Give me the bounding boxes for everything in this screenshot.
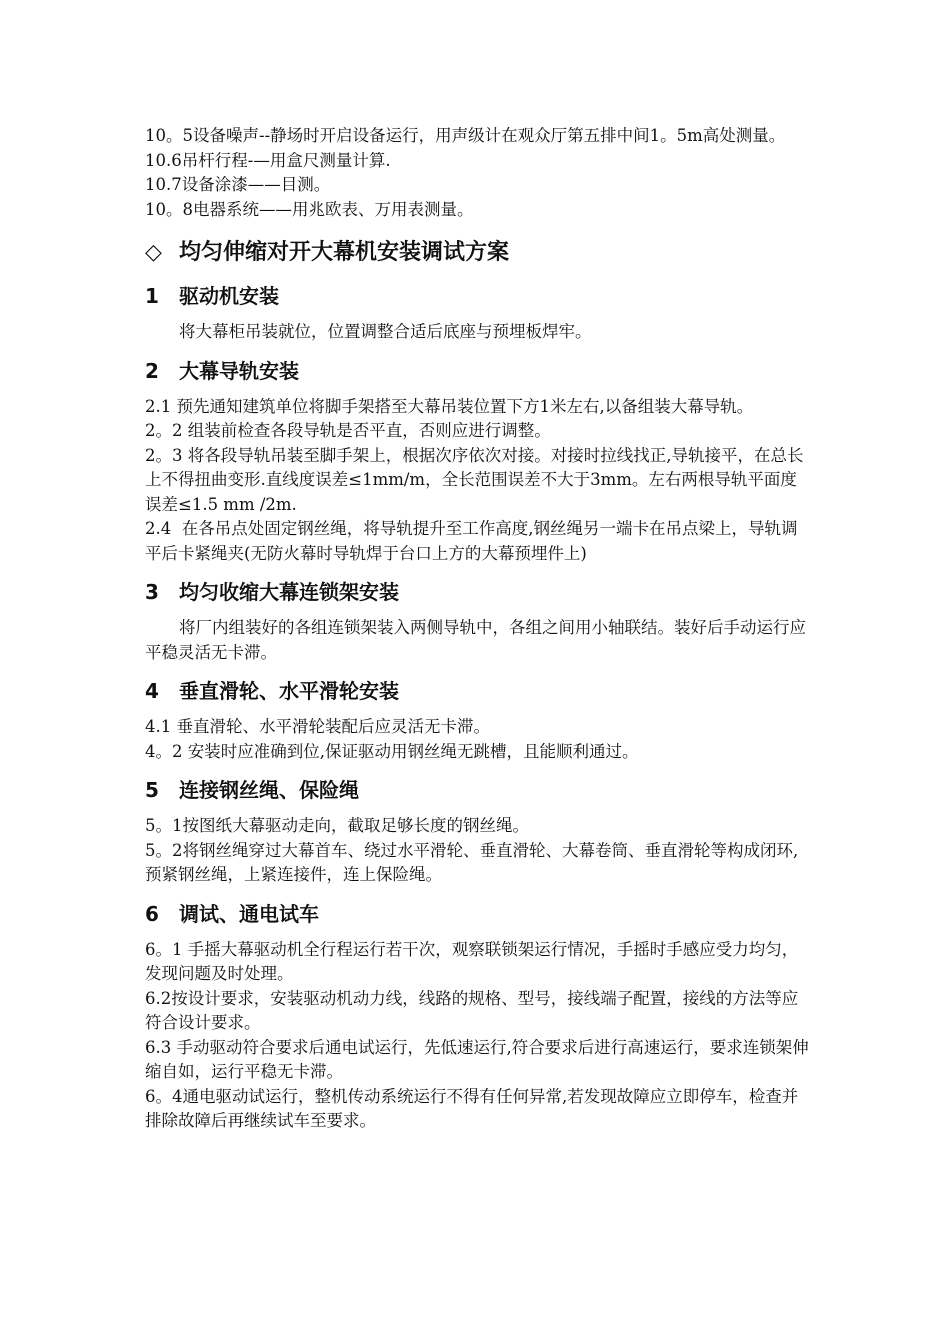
section-heading-text: 驱动机安装 xyxy=(179,284,279,308)
section-heading-2 xyxy=(145,357,810,385)
section-heading-5 xyxy=(145,776,810,804)
paragraph: 将大幕柜吊装就位，位置调整合适后底座与预埋板焊牢。 xyxy=(179,322,592,341)
section-heading-1 xyxy=(145,282,810,310)
section-heading-text: 大幕导轨安装 xyxy=(179,358,299,383)
document-title xyxy=(145,238,810,268)
paragraph: 将厂内组装好的各组连锁架装入两侧导轨中，各组之间用小轴联结。装好后手动运行应平稳灵活无卡滞。 xyxy=(145,618,806,662)
section-heading-3 xyxy=(145,578,810,606)
paragraph: 2。3 将各段导轨吊装至脚手架上，根据次序依次对接。对接时拉线找正,导轨接平，在总长上不得扭曲变形.直线度误差≤1mm/m，全长范围误差不大于3mm。左右两根导轨平面度误差≤1.5 mm /2m. xyxy=(145,445,804,514)
section-number: 3 xyxy=(145,580,159,604)
paragraph: 10。5设备噪声--静场时开启设备运行，用声级计在观众厅第五排中间1。5m高处测量。 xyxy=(145,126,786,145)
paragraph: 5。2将钢丝绳穿过大幕首车、绕过水平滑轮、垂直滑轮、大幕卷筒、垂直滑轮等构成闭环,预紧钢丝绳，上紧连接件，连上保险绳。 xyxy=(145,840,799,884)
paragraph: 10.6吊杆行程-—用盒尺测量计算. xyxy=(145,150,391,170)
paragraph: 10。8电器系统——用兆欧表、万用表测量。 xyxy=(145,199,474,219)
paragraph: 5。1按图纸大幕驱动走向，截取足够长度的钢丝绳。 xyxy=(145,816,529,835)
paragraph: 4.1 垂直滑轮、水平滑轮装配后应灵活无卡滞。 xyxy=(145,717,490,736)
section-heading-6 xyxy=(145,900,810,928)
paragraph: 2.1 预先通知建筑单位将脚手架搭至大幕吊装位置下方1米左右,以备组装大幕导轨。 xyxy=(145,396,754,416)
section-heading-text: 均匀收缩大幕连锁架安装 xyxy=(179,580,399,604)
section-heading-text: 垂直滑轮、水平滑轮安装 xyxy=(179,679,399,703)
paragraph: 6.2按设计要求，安装驱动机动力线，线路的规格、型号，接线端子配置，接线的方法等应符合设计要求。 xyxy=(145,988,799,1032)
paragraph: 4。2 安装时应准确到位,保证驱动用钢丝绳无跳槽，且能顺利通过。 xyxy=(145,741,639,761)
diamond-icon: ◇ xyxy=(145,240,162,265)
paragraph: 2.4 在各吊点处固定钢丝绳，将导轨提升至工作高度,钢丝绳另一端卡在吊点梁上，导轨调平后卡紧绳夹(无防火幕时导轨焊于台口上方的大幕预埋件上) xyxy=(145,519,798,563)
section-number: 5 xyxy=(145,778,159,802)
section-number: 4 xyxy=(145,679,159,703)
section-heading-4 xyxy=(145,677,810,705)
section-number: 6 xyxy=(145,901,159,926)
paragraph: 2。2 组装前检查各段导轨是否平直，否则应进行调整。 xyxy=(145,421,551,440)
paragraph: 10.7设备涂漆——目测。 xyxy=(145,175,331,194)
paragraph: 6.3 手动驱动符合要求后通电试运行，先低速运行,符合要求后进行高速运行，要求连锁架伸缩自如，运行平稳无卡滞。 xyxy=(145,1037,809,1081)
paragraph: 6。1 手摇大幕驱动机全行程运行若干次，观察联锁架运行情况，手摇时手感应受力均匀，发现问题及时处理。 xyxy=(145,939,799,983)
document-body xyxy=(145,124,810,1134)
title-text: 均匀伸缩对开大幕机安装调试方案 xyxy=(179,240,510,265)
section-heading-text: 连接钢丝绳、保险绳 xyxy=(179,778,359,802)
section-heading-text: 调试、通电试车 xyxy=(179,901,319,926)
paragraph: 6。4通电驱动试运行，整机传动系统运行不得有任何异常,若发现故障应立即停车，检查并排除故障后再继续试车至要求。 xyxy=(145,1086,799,1130)
section-number: 1 xyxy=(145,284,159,308)
section-number: 2 xyxy=(145,358,159,383)
